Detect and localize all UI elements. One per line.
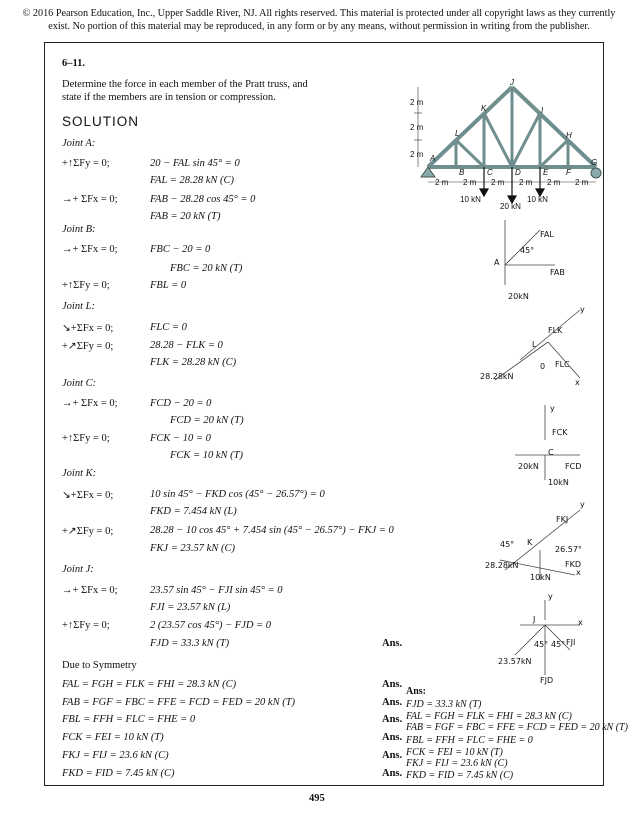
answer-2: FAB = FGF = FBC = FFE = FCD = FED = 20 kN (T) (406, 722, 628, 733)
sketch-j-fjd: FJD (540, 676, 554, 685)
sketch-j-45b: 45° (551, 640, 566, 649)
load-20kn: 20 kN (500, 202, 521, 211)
node-l: L (455, 129, 460, 138)
joint-a-label: Joint A: (62, 138, 96, 149)
sketch-j-j: J (533, 615, 536, 624)
joint-c-label: Joint C: (62, 378, 97, 389)
node-b: B (459, 168, 465, 177)
joint-l-eq-1: 28.28 − FLK = 0 (150, 340, 223, 351)
joint-c-eq-3: FCK = 10 kN (T) (170, 450, 244, 461)
node-j: J (510, 78, 514, 87)
symmetry-line-4: FKJ = FIJ = 23.6 kN (C) (62, 750, 169, 761)
dim-v-1: 2 m (410, 123, 424, 132)
support-right (591, 168, 601, 178)
sketch-c-fck: FCK (552, 428, 568, 437)
symmetry-label: Due to Symmetry (62, 660, 137, 671)
joint-l-lhs-0: ↘+ΣFx = 0; (62, 323, 114, 334)
answer-0: FJD = 33.3 kN (T) (406, 699, 482, 710)
ans-label-jd: Ans. (382, 638, 403, 649)
node-d: D (515, 168, 521, 177)
joint-b-eq-2: FBL = 0 (150, 280, 187, 291)
joint-k-lhs-0: ↘+ΣFx = 0; (62, 490, 114, 501)
dim-h-1: 2 m (463, 178, 477, 187)
joint-l-label: Joint L: (62, 301, 95, 312)
symmetry-line-5: FKD = FID = 7.45 kN (C) (62, 768, 175, 779)
sketch-j-2357: 23.57kN (498, 657, 532, 666)
joint-j-lhs-0: →+ ΣFx = 0; (62, 585, 118, 596)
joint-a-lhs-2: →+ ΣFx = 0; (62, 194, 118, 205)
joint-k-eq-2: 28.28 − 10 cos 45° + 7.454 sin (45° − 26.57°) − FKJ = 0 (150, 525, 394, 536)
symmetry-line-3: FCK = FEI = 10 kN (T) (62, 732, 164, 743)
joint-k-eq-1: FKD = 7.454 kN (L) (150, 506, 237, 517)
node-k: K (481, 104, 487, 113)
symmetry-line-0: FAL = FGH = FLK = FHI = 28.3 kN (C) (62, 679, 237, 690)
joint-b-lhs-0: →+ ΣFx = 0; (62, 244, 118, 255)
symmetry-line-1: FAB = FGF = FBC = FFE = FCD = FED = 20 kN (T) (62, 697, 296, 708)
sketch-l-flk: FLK (548, 326, 563, 335)
dim-v-2: 2 m (410, 150, 424, 159)
joint-j-eq-2: 2 (23.57 cos 45°) − FJD = 0 (150, 620, 272, 631)
sketch-a-45: 45° (520, 246, 535, 255)
joint-k-label: Joint K: (62, 468, 97, 479)
joint-b-label: Joint B: (62, 224, 96, 235)
answer-6: FKD = FID = 7.45 kN (C) (406, 770, 514, 781)
solution-heading: SOLUTION (62, 114, 140, 129)
sketch-k-2657: 26.57° (555, 545, 582, 554)
ans-label-2: Ans. (382, 714, 403, 725)
sketch-k-x: x (576, 568, 581, 577)
node-a: A (430, 154, 436, 163)
joint-j-lhs-2: +↑ΣFy = 0; (62, 620, 110, 631)
joint-a-eq-3: FAB = 20 kN (T) (150, 211, 221, 222)
problem-statement-1: Determine the force in each member of the Pratt truss, and (62, 79, 308, 90)
sketch-c-20kn: 20kN (518, 462, 539, 471)
joint-a-lhs-0: +↑ΣFy = 0; (62, 158, 110, 169)
sketch-k-fkj: FKJ (556, 515, 569, 524)
sketch-l-y: y (580, 305, 585, 314)
node-h: H (566, 131, 572, 140)
sketch-j-45a: 45° (534, 640, 549, 649)
answer-1: FAL = FGH = FLK = FHI = 28.3 kN (C) (406, 711, 572, 722)
sketch-k-fkd: FKD (565, 560, 582, 569)
joint-c-lhs-2: +↑ΣFy = 0; (62, 433, 110, 444)
dim-h-2: 2 m (491, 178, 505, 187)
sketch-j-fji: FJI (566, 638, 576, 647)
sketch-k-y: y (580, 500, 585, 509)
load-10kn-left: 10 kN (460, 195, 481, 204)
answer-3: FBL = FFH = FLC = FHE = 0 (406, 735, 533, 746)
answers-heading: Ans: (406, 686, 427, 697)
joint-j-label: Joint J: (62, 564, 94, 575)
joint-l-eq-2: FLK = 28.28 kN (C) (150, 357, 237, 368)
sketch-a-fal: FAL (540, 230, 554, 239)
sketch-k-45: 45° (500, 540, 515, 549)
sketch-a-fab: FAB (550, 268, 565, 277)
dim-h-4: 2 m (547, 178, 561, 187)
sketch-l-l: L (532, 340, 537, 349)
sketch-l-0: 0 (540, 362, 546, 371)
joint-b-eq-0: FBC − 20 = 0 (150, 244, 211, 255)
answer-5: FKJ = FIJ = 23.6 kN (C) (406, 758, 508, 769)
sketch-j-y: y (548, 592, 553, 601)
joint-c-lhs-0: →+ ΣFx = 0; (62, 398, 118, 409)
problem-statement-2: state if the members are in tension or compression. (62, 92, 276, 103)
sketch-c-y: y (550, 404, 555, 413)
ans-label-0: Ans. (382, 679, 403, 690)
joint-c-eq-0: FCD − 20 = 0 (150, 398, 212, 409)
joint-l-eq-0: FLC = 0 (150, 322, 187, 333)
sketch-c-c: C (548, 448, 554, 457)
joint-b-lhs-2: +↑ΣFy = 0; (62, 280, 110, 291)
joint-c-eq-2: FCK − 10 = 0 (150, 433, 211, 444)
joint-c-eq-1: FCD = 20 kN (T) (170, 415, 244, 426)
node-c: C (487, 168, 493, 177)
joint-k-lhs-2: +↗ΣFy = 0; (62, 526, 114, 537)
dim-v-0: 2 m (410, 98, 424, 107)
sketch-l-flc: FLC (555, 360, 570, 369)
symmetry-line-2: FBL = FFH = FLC = FHE = 0 (62, 714, 196, 725)
ans-label-4: Ans. (382, 750, 403, 761)
dim-h-5: 2 m (575, 178, 589, 187)
sketch-k-k: K (527, 538, 533, 547)
joint-j-eq-0: 23.57 sin 45° − FJI sin 45° = 0 (150, 585, 283, 596)
sketch-k-10kn: 10kN (530, 573, 551, 582)
sketch-c-fcd: FCD (565, 462, 582, 471)
dim-h-0: 2 m (435, 178, 449, 187)
sketch-j-x: x (578, 618, 583, 627)
sketch-a-a: A (494, 258, 500, 267)
sketch-joint-l (495, 310, 580, 380)
load-10kn-right: 10 kN (527, 195, 548, 204)
node-g: G (591, 158, 598, 167)
copyright-header: © 2016 Pearson Education, Inc., Upper Saddle River, NJ. All rights reserved. This material is protected under all copyright laws as they currently exist. No portion of this material may be reproduced, in any form or by any means, without permission in writing from the publisher. (22, 8, 616, 32)
sketch-a-20kn: 20kN (508, 292, 529, 301)
joint-j-eq-1: FJI = 23.57 kN (L) (150, 602, 231, 613)
sketch-c-10kn: 10kN (548, 478, 569, 487)
ans-label-5: Ans. (382, 768, 403, 779)
answer-4: FCK = FEI = 10 kN (T) (406, 747, 503, 758)
joint-a-eq-2: FAB − 28.28 cos 45° = 0 (150, 194, 256, 205)
joint-a-eq-0: 20 − FAL sin 45° = 0 (150, 158, 240, 169)
dim-h-3: 2 m (519, 178, 533, 187)
joint-b-eq-1: FBC = 20 kN (T) (170, 263, 243, 274)
truss-structure (428, 87, 596, 167)
joint-k-eq-3: FKJ = 23.57 kN (C) (150, 543, 235, 554)
sketch-l-x: x (575, 378, 580, 387)
node-i: I (541, 106, 544, 115)
joint-k-eq-0: 10 sin 45° − FKD cos (45° − 26.57°) = 0 (150, 489, 325, 500)
ans-label-1: Ans. (382, 697, 403, 708)
page-number: 495 (309, 793, 325, 804)
sketch-k-28: 28.28kN (485, 561, 519, 570)
problem-number: 6–11. (62, 58, 86, 69)
joint-l-lhs-1: +↗ΣFy = 0; (62, 341, 114, 352)
joint-a-eq-1: FAL = 28.28 kN (C) (150, 175, 234, 186)
node-f: F (566, 168, 571, 177)
node-e: E (543, 168, 549, 177)
ans-label-3: Ans. (382, 732, 403, 743)
sketch-l-28: 28.28kN (480, 372, 514, 381)
joint-j-eq-3: FJD = 33.3 kN (T) (150, 638, 230, 649)
